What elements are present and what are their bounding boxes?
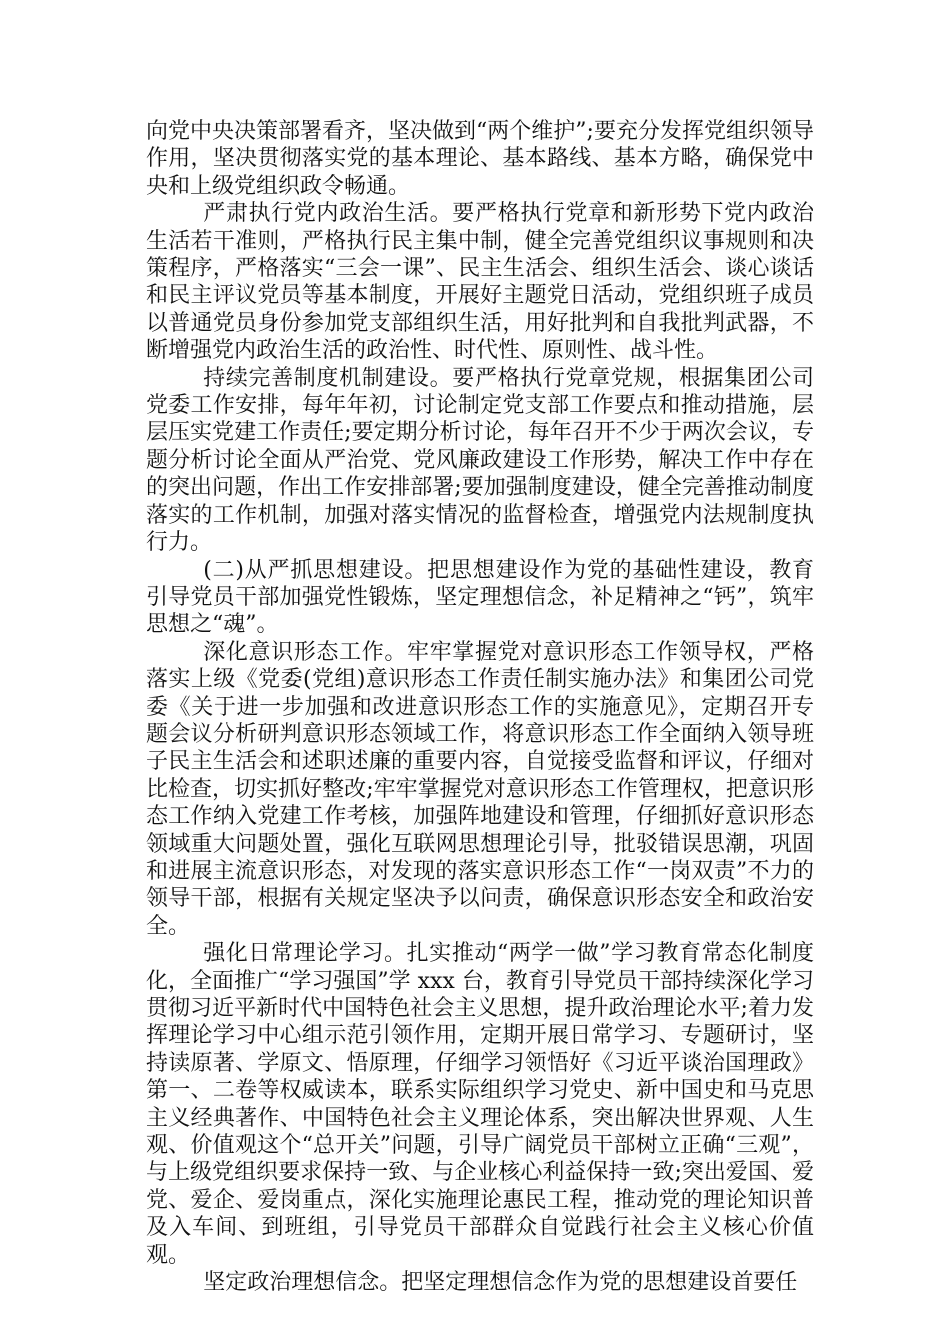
document-body	[146, 118, 814, 1296]
paragraph-institution-building: 持续完善制度机制建设。要严格执行党章党规，根据集团公司党委工作安排，每年年初，讨论制定党支部工作要点和推动措施，层层压实党建工作责任;要定期分析讨论，每年召开不少于两次会议，专题分析讨论全面从严治党、党风廉政建设工作形势，解决工作中存在的突出问题，作出工作安排部署;要加强制度建设，健全完善推动制度落实的工作机制，加强对落实情况的监督检查，增强党内法规制度执行力。	[146, 365, 814, 556]
paragraph-ideological-building-heading: (二)从严抓思想建设。把思想建设作为党的基础性建设，教育引导党员干部加强党性锻炼，坚定理想信念，补足精神之“钙”，筑牢思想之“魂”。	[146, 557, 814, 638]
paragraph-ideals-beliefs: 坚定政治理想信念。把坚定理想信念作为党的思想建设首要任	[203, 1270, 798, 1296]
paragraph-ideology-work: 深化意识形态工作。牢牢掌握党对意识形态工作领导权，严格落实上级《党委(党组)意识形态工作责任制实施办法》和集团公司党委《关于进一步加强和改进意识形态工作的实施意见》，定期召开专题会议分析研判意识形态领域工作，将意识形态工作全面纳入领导班子民主生活会和述职述廉的重要内容，自觉接受监督和评议，仔细对比检查，切实抓好整改;牢牢掌握党对意识形态工作管理权，把意识形态工作纳入党建工作考核，加强阵地建设和管理，仔细抓好意识形态领域重大问题处置，强化互联网思想理论引导，批驳错误思潮，巩固和进展主流意识形态，对发现的落实意识形态工作“一岗双责”不力的领导干部，根据有关规定坚决予以问责，确保意识形态安全和政治安全。	[146, 639, 814, 939]
paragraph-theory-study: 强化日常理论学习。扎实推动“两学一做”学习教育常态化制度化，全面推广“学习强国”学 xxx 台，教育引导党员干部持续深化学习贯彻习近平新时代中国特色社会主义思想，提升政治理论水平;着力发挥理论学习中心组示范引领作用，定期开展日常学习、专题研讨，坚持读原著、学原文、悟原理，仔细学习领悟好《习近平谈治国理政》第一、二卷等权威读本，联系实际组织学习党史、新中国史和马克思主义经典著作、中国特色社会主义理论体系，突出解决世界观、人生观、价值观这个“总开关”问题，引导广阔党员干部树立正确“三观”，与上级党组织要求保持一致、与企业核心利益保持一致;突出爱国、爱党、爱企、爱岗重点，深化实施理论惠民工程，推动党的理论知识普及入车间、到班组，引导党员干部群众自觉践行社会主义核心价值观。	[146, 941, 814, 1268]
paragraph-continuation: 向党中央决策部署看齐，坚决做到“两个维护”;要充分发挥党组织领导作用，坚决贯彻落实党的基本理论、基本路线、基本方略，确保党中央和上级党组织政令畅通。	[146, 119, 814, 199]
paragraph-party-political-life: 严肃执行党内政治生活。要严格执行党章和新形势下党内政治生活若干准则，严格执行民主集中制，健全完善党组织议事规则和决策程序，严格落实“三会一课”、民主生活会、组织生活会、谈心谈话和民主评议党员等基本制度，开展好主题党日活动，党组织班子成员以普通党员身份参加党支部组织生活，用好批判和自我批判武器，不断增强党内政治生活的政治性、时代性、原则性、战斗性。	[146, 201, 814, 364]
